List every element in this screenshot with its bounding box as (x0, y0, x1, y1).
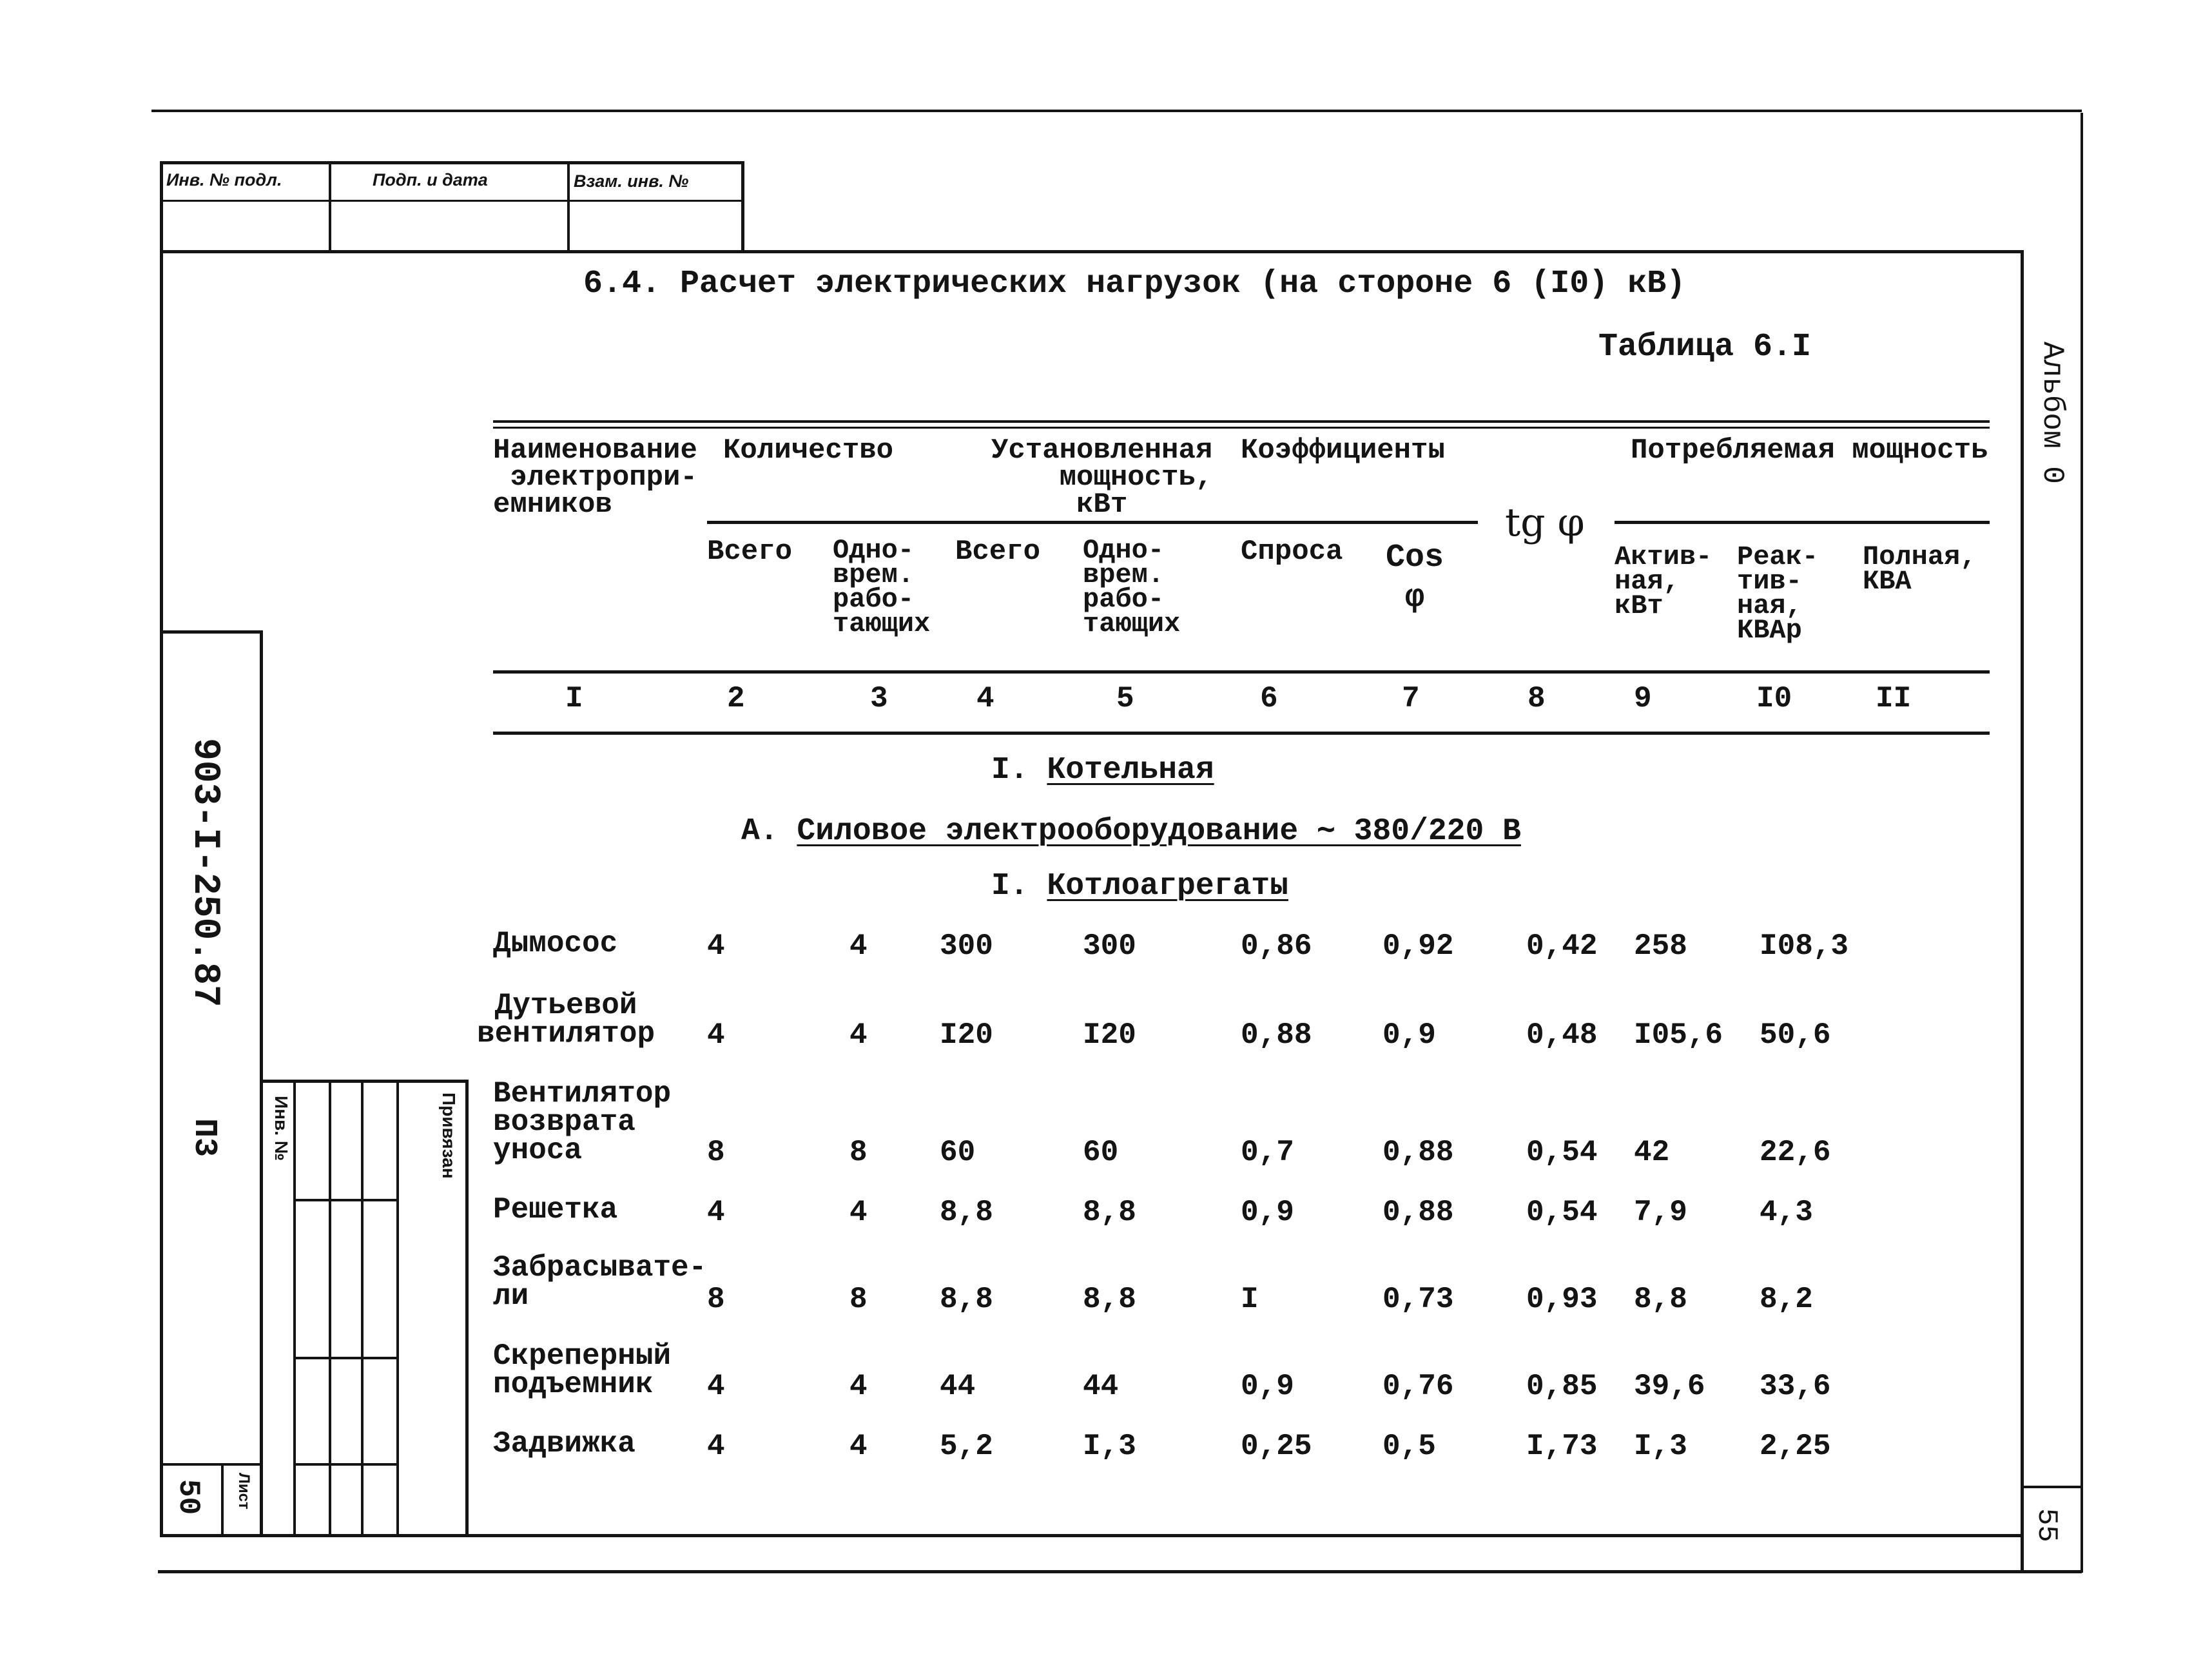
cell-reactive: 8,2 (1760, 1283, 1813, 1316)
row-name: Дутьевой вентилятор (477, 989, 655, 1051)
column-number-7: 7 (1402, 682, 1420, 715)
cell-tg: 0,93 (1526, 1283, 1598, 1316)
column-number-3: 3 (870, 682, 888, 715)
section-power-equipment: А. Силовое электрооборудование ∼ 380/220 В (741, 814, 1521, 849)
header-full: Полная, КВА (1863, 541, 1977, 597)
column-number-10: I0 (1756, 682, 1792, 715)
cell-power: 8,8 (940, 1283, 993, 1316)
table-caption: Таблица 6.I (1598, 329, 1812, 365)
cell-qty-simult: 4 (849, 1430, 868, 1463)
column-number-5: 5 (1116, 682, 1134, 715)
cell-power-simult: 300 (1083, 929, 1136, 963)
header-reactive: Реак- тив- ная, КВАр (1737, 541, 1819, 646)
header-tg: tg φ (1505, 500, 1585, 545)
header-coefficients: Коэффициенты (1241, 434, 1445, 467)
cell-active: 7,9 (1634, 1196, 1687, 1229)
cell-qty: 8 (707, 1136, 725, 1169)
sheet-label: Лист (235, 1473, 253, 1510)
column-number-6: 6 (1260, 682, 1278, 715)
page-number-right: 55 (2030, 1508, 2062, 1542)
album-label: Альбом 0 (2035, 342, 2069, 484)
cell-reactive: 2,25 (1760, 1430, 1831, 1463)
frame-left-line (160, 161, 163, 1537)
cell-cos: 0,92 (1382, 929, 1454, 963)
cell-qty: 4 (707, 1018, 725, 1052)
column-number-8: 8 (1528, 682, 1546, 715)
document-part: П3 (186, 1118, 222, 1158)
bottom-outer-line (158, 1570, 2082, 1573)
cell-power-simult: I,3 (1083, 1430, 1136, 1463)
stamp-inv-podl-label: Инв. № подл. (166, 170, 282, 189)
section-boiler-house: I. Котельная (991, 753, 1214, 788)
inv-number-label: Инв. № (271, 1096, 291, 1161)
cell-cos: 0,76 (1382, 1370, 1454, 1403)
cell-power-simult: I20 (1083, 1018, 1136, 1052)
row-name: Забрасывате- ли (493, 1251, 707, 1313)
header-power-total: Всего (955, 536, 1041, 568)
cell-active: 258 (1634, 929, 1687, 963)
header-demand: Спроса (1241, 536, 1343, 568)
cell-demand: 0,9 (1241, 1370, 1294, 1403)
cell-demand: 0,88 (1241, 1018, 1312, 1052)
right-outer-line (2081, 113, 2083, 1573)
cell-cos: 0,73 (1382, 1283, 1454, 1316)
cell-tg: 0,54 (1526, 1136, 1598, 1169)
cell-reactive: 50,6 (1760, 1018, 1831, 1052)
header-consumed-power: Потребляемая мощность (1631, 434, 1988, 467)
header-qty-simultaneous: Одно- врем. рабо- тающих (833, 535, 931, 639)
cell-qty: 4 (707, 1430, 725, 1463)
cell-cos: 0,88 (1382, 1136, 1454, 1169)
cell-power-simult: 8,8 (1083, 1196, 1136, 1229)
frame-bottom-line (160, 1534, 2024, 1537)
cell-reactive: I08,3 (1760, 929, 1849, 963)
cell-power: 300 (940, 929, 993, 963)
cell-qty-simult: 8 (849, 1283, 868, 1316)
cell-tg: I,73 (1526, 1430, 1598, 1463)
row-name: Задвижка (493, 1427, 635, 1461)
cell-demand: 0,7 (1241, 1136, 1294, 1169)
column-number-11: II (1876, 682, 1912, 715)
cell-power-simult: 8,8 (1083, 1283, 1136, 1316)
top-edge-line (151, 110, 2082, 112)
cell-cos: 0,5 (1382, 1430, 1436, 1463)
cell-demand: 0,86 (1241, 929, 1312, 963)
cell-demand: 0,9 (1241, 1196, 1294, 1229)
cell-active: 8,8 (1634, 1283, 1687, 1316)
header-power-simultaneous: Одно- врем. рабо- тающих (1083, 535, 1181, 639)
header-quantity: Количество (723, 434, 894, 467)
row-name: Скреперный подъемник (493, 1339, 672, 1401)
column-number-1: I (565, 682, 583, 715)
cell-qty-simult: 8 (849, 1136, 868, 1169)
column-number-4: 4 (976, 682, 994, 715)
cell-power-simult: 44 (1083, 1370, 1119, 1403)
cell-power: 60 (940, 1136, 976, 1169)
cell-active: I05,6 (1634, 1018, 1723, 1052)
privyazan-label: Привязан (439, 1092, 459, 1179)
header-installed-power: Установленная мощность, кВт (991, 434, 1213, 521)
cell-reactive: 22,6 (1760, 1136, 1831, 1169)
stamp-podp-data-label: Подп. и дата (373, 170, 488, 189)
cell-demand: I (1241, 1283, 1259, 1316)
header-qty-total: Всего (707, 536, 793, 568)
cell-power: 44 (940, 1370, 976, 1403)
cell-qty-simult: 4 (849, 1196, 868, 1229)
cell-active: 42 (1634, 1136, 1670, 1169)
cell-qty-simult: 4 (849, 1370, 868, 1403)
cell-qty: 4 (707, 1196, 725, 1229)
cell-reactive: 33,6 (1760, 1370, 1831, 1403)
cell-qty-simult: 4 (849, 1018, 868, 1052)
cell-tg: 0,85 (1526, 1370, 1598, 1403)
page-title: 6.4. Расчет электрических нагрузок (на стороне 6 (I0) кВ) (583, 266, 1686, 302)
frame-top-line (160, 250, 2024, 253)
cell-cos: 0,88 (1382, 1196, 1454, 1229)
cell-active: I,3 (1634, 1430, 1687, 1463)
row-name: Решетка (493, 1193, 618, 1227)
cell-cos: 0,9 (1382, 1018, 1436, 1052)
cell-power-simult: 60 (1083, 1136, 1119, 1169)
cell-tg: 0,54 (1526, 1196, 1598, 1229)
cell-power: 5,2 (940, 1430, 993, 1463)
column-number-2: 2 (727, 682, 745, 715)
document-code: 903-I-250.87 (184, 738, 226, 1007)
column-number-9: 9 (1634, 682, 1652, 715)
cell-tg: 0,42 (1526, 929, 1598, 963)
cell-qty: 4 (707, 1370, 725, 1403)
cell-demand: 0,25 (1241, 1430, 1312, 1463)
header-cos: Cos φ (1386, 539, 1444, 616)
cell-active: 39,6 (1634, 1370, 1705, 1403)
cell-reactive: 4,3 (1760, 1196, 1813, 1229)
cell-tg: 0,48 (1526, 1018, 1598, 1052)
cell-qty-simult: 4 (849, 929, 868, 963)
cell-power: I20 (940, 1018, 993, 1052)
row-name: Вентилятор возврата уноса (493, 1077, 672, 1167)
cell-power: 8,8 (940, 1196, 993, 1229)
stamp-vzam-inv-label: Взам. инв. № (574, 171, 689, 191)
section-boiler-units: I. Котлоагрегаты (991, 869, 1288, 904)
row-name: Дымосос (493, 927, 618, 960)
header-name: Наименование электропри- емников (493, 434, 697, 521)
header-active: Актив- ная, кВт (1615, 541, 1712, 621)
sheet-number: 50 (171, 1479, 205, 1515)
cell-qty: 4 (707, 929, 725, 963)
frame-right-line (2021, 250, 2024, 1571)
cell-qty: 8 (707, 1283, 725, 1316)
